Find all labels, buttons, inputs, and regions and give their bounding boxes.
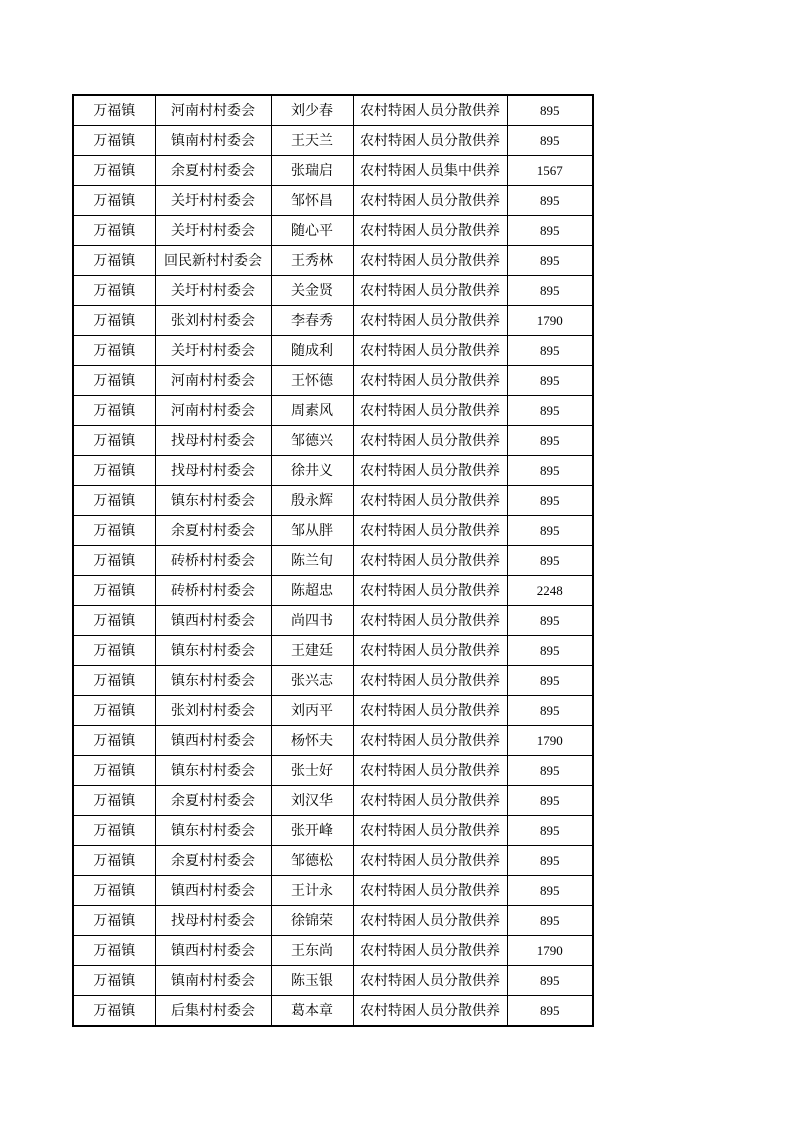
cell-village: 镇东村村委会 bbox=[155, 756, 271, 786]
cell-village: 镇西村村委会 bbox=[155, 606, 271, 636]
cell-name: 张士好 bbox=[271, 756, 353, 786]
table-row bbox=[73, 156, 593, 186]
table-row bbox=[73, 876, 593, 906]
cell-town: 万福镇 bbox=[73, 606, 155, 636]
cell-name: 随心平 bbox=[271, 216, 353, 246]
cell-town: 万福镇 bbox=[73, 95, 155, 126]
cell-amount: 895 bbox=[507, 606, 593, 636]
cell-amount: 895 bbox=[507, 516, 593, 546]
cell-amount: 895 bbox=[507, 486, 593, 516]
cell-town: 万福镇 bbox=[73, 756, 155, 786]
cell-name: 杨怀夫 bbox=[271, 726, 353, 756]
cell-town: 万福镇 bbox=[73, 786, 155, 816]
cell-village: 镇东村村委会 bbox=[155, 816, 271, 846]
cell-town: 万福镇 bbox=[73, 726, 155, 756]
table-row bbox=[73, 186, 593, 216]
cell-village: 河南村村委会 bbox=[155, 366, 271, 396]
table-row bbox=[73, 336, 593, 366]
cell-name: 尚四书 bbox=[271, 606, 353, 636]
cell-name: 张瑞启 bbox=[271, 156, 353, 186]
cell-name: 邹德松 bbox=[271, 846, 353, 876]
cell-amount: 895 bbox=[507, 246, 593, 276]
cell-town: 万福镇 bbox=[73, 396, 155, 426]
cell-village: 镇西村村委会 bbox=[155, 726, 271, 756]
table-body bbox=[73, 95, 593, 1026]
cell-town: 万福镇 bbox=[73, 366, 155, 396]
cell-name: 陈超忠 bbox=[271, 576, 353, 606]
cell-name: 殷永辉 bbox=[271, 486, 353, 516]
cell-village: 镇南村村委会 bbox=[155, 126, 271, 156]
cell-amount: 895 bbox=[507, 426, 593, 456]
cell-town: 万福镇 bbox=[73, 936, 155, 966]
table-row bbox=[73, 126, 593, 156]
cell-name: 刘少春 bbox=[271, 95, 353, 126]
cell-amount: 895 bbox=[507, 816, 593, 846]
cell-amount: 895 bbox=[507, 366, 593, 396]
cell-category: 农村特困人员分散供养 bbox=[353, 486, 507, 516]
cell-category: 农村特困人员分散供养 bbox=[353, 126, 507, 156]
table-row bbox=[73, 666, 593, 696]
cell-town: 万福镇 bbox=[73, 516, 155, 546]
cell-amount: 895 bbox=[507, 906, 593, 936]
cell-category: 农村特困人员分散供养 bbox=[353, 876, 507, 906]
table-row bbox=[73, 95, 593, 126]
cell-amount: 895 bbox=[507, 216, 593, 246]
cell-name: 随成利 bbox=[271, 336, 353, 366]
table-row bbox=[73, 696, 593, 726]
table-row bbox=[73, 486, 593, 516]
cell-name: 王怀德 bbox=[271, 366, 353, 396]
cell-category: 农村特困人员分散供养 bbox=[353, 216, 507, 246]
cell-town: 万福镇 bbox=[73, 636, 155, 666]
cell-category: 农村特困人员分散供养 bbox=[353, 816, 507, 846]
cell-village: 镇南村村委会 bbox=[155, 966, 271, 996]
cell-amount: 895 bbox=[507, 396, 593, 426]
cell-village: 关圩村村委会 bbox=[155, 216, 271, 246]
cell-name: 徐井义 bbox=[271, 456, 353, 486]
cell-village: 河南村村委会 bbox=[155, 396, 271, 426]
cell-name: 邹从胖 bbox=[271, 516, 353, 546]
table-row bbox=[73, 966, 593, 996]
cell-village: 余夏村村委会 bbox=[155, 156, 271, 186]
cell-amount: 895 bbox=[507, 186, 593, 216]
cell-amount: 895 bbox=[507, 996, 593, 1027]
cell-town: 万福镇 bbox=[73, 306, 155, 336]
cell-village: 余夏村村委会 bbox=[155, 846, 271, 876]
cell-amount: 895 bbox=[507, 966, 593, 996]
cell-town: 万福镇 bbox=[73, 336, 155, 366]
cell-amount: 895 bbox=[507, 95, 593, 126]
cell-amount: 895 bbox=[507, 456, 593, 486]
cell-category: 农村特困人员分散供养 bbox=[353, 516, 507, 546]
cell-category: 农村特困人员分散供养 bbox=[353, 306, 507, 336]
cell-village: 后集村村委会 bbox=[155, 996, 271, 1027]
cell-category: 农村特困人员分散供养 bbox=[353, 366, 507, 396]
cell-name: 李春秀 bbox=[271, 306, 353, 336]
cell-village: 找母村村委会 bbox=[155, 906, 271, 936]
cell-category: 农村特困人员分散供养 bbox=[353, 396, 507, 426]
table-row bbox=[73, 846, 593, 876]
cell-village: 镇西村村委会 bbox=[155, 936, 271, 966]
cell-amount: 895 bbox=[507, 846, 593, 876]
cell-category: 农村特困人员分散供养 bbox=[353, 786, 507, 816]
cell-amount: 1567 bbox=[507, 156, 593, 186]
cell-category: 农村特困人员分散供养 bbox=[353, 95, 507, 126]
cell-amount: 895 bbox=[507, 756, 593, 786]
cell-village: 镇东村村委会 bbox=[155, 666, 271, 696]
cell-town: 万福镇 bbox=[73, 126, 155, 156]
cell-town: 万福镇 bbox=[73, 216, 155, 246]
cell-amount: 895 bbox=[507, 546, 593, 576]
cell-name: 葛本章 bbox=[271, 996, 353, 1027]
cell-town: 万福镇 bbox=[73, 156, 155, 186]
cell-amount: 895 bbox=[507, 876, 593, 906]
cell-village: 镇东村村委会 bbox=[155, 636, 271, 666]
cell-name: 陈玉银 bbox=[271, 966, 353, 996]
table-row bbox=[73, 906, 593, 936]
cell-name: 邹德兴 bbox=[271, 426, 353, 456]
cell-category: 农村特困人员分散供养 bbox=[353, 576, 507, 606]
cell-town: 万福镇 bbox=[73, 846, 155, 876]
cell-name: 邹怀昌 bbox=[271, 186, 353, 216]
table-row bbox=[73, 366, 593, 396]
cell-town: 万福镇 bbox=[73, 696, 155, 726]
table-row bbox=[73, 756, 593, 786]
cell-town: 万福镇 bbox=[73, 426, 155, 456]
cell-category: 农村特困人员分散供养 bbox=[353, 696, 507, 726]
table-row bbox=[73, 726, 593, 756]
table-row bbox=[73, 516, 593, 546]
cell-category: 农村特困人员分散供养 bbox=[353, 996, 507, 1027]
cell-town: 万福镇 bbox=[73, 546, 155, 576]
cell-village: 关圩村村委会 bbox=[155, 276, 271, 306]
cell-town: 万福镇 bbox=[73, 966, 155, 996]
cell-town: 万福镇 bbox=[73, 456, 155, 486]
table-row bbox=[73, 816, 593, 846]
cell-village: 镇西村村委会 bbox=[155, 876, 271, 906]
cell-village: 张刘村村委会 bbox=[155, 696, 271, 726]
cell-village: 镇东村村委会 bbox=[155, 486, 271, 516]
cell-town: 万福镇 bbox=[73, 576, 155, 606]
cell-town: 万福镇 bbox=[73, 876, 155, 906]
cell-name: 王天兰 bbox=[271, 126, 353, 156]
cell-town: 万福镇 bbox=[73, 486, 155, 516]
cell-village: 砖桥村村委会 bbox=[155, 546, 271, 576]
table-row bbox=[73, 636, 593, 666]
cell-town: 万福镇 bbox=[73, 666, 155, 696]
cell-amount: 895 bbox=[507, 126, 593, 156]
table-row bbox=[73, 216, 593, 246]
cell-amount: 895 bbox=[507, 696, 593, 726]
cell-town: 万福镇 bbox=[73, 276, 155, 306]
cell-category: 农村特困人员分散供养 bbox=[353, 426, 507, 456]
cell-name: 关金贤 bbox=[271, 276, 353, 306]
cell-amount: 895 bbox=[507, 666, 593, 696]
table-row bbox=[73, 576, 593, 606]
cell-name: 徐锦荣 bbox=[271, 906, 353, 936]
table-row bbox=[73, 996, 593, 1027]
cell-category: 农村特困人员分散供养 bbox=[353, 336, 507, 366]
cell-village: 余夏村村委会 bbox=[155, 786, 271, 816]
cell-category: 农村特困人员分散供养 bbox=[353, 546, 507, 576]
cell-town: 万福镇 bbox=[73, 996, 155, 1027]
cell-category: 农村特困人员分散供养 bbox=[353, 726, 507, 756]
cell-village: 余夏村村委会 bbox=[155, 516, 271, 546]
cell-name: 张开峰 bbox=[271, 816, 353, 846]
table-row bbox=[73, 456, 593, 486]
cell-category: 农村特困人员分散供养 bbox=[353, 636, 507, 666]
table-row bbox=[73, 426, 593, 456]
cell-amount: 1790 bbox=[507, 726, 593, 756]
cell-town: 万福镇 bbox=[73, 186, 155, 216]
cell-name: 王东尚 bbox=[271, 936, 353, 966]
cell-amount: 895 bbox=[507, 786, 593, 816]
cell-category: 农村特困人员分散供养 bbox=[353, 186, 507, 216]
table-row bbox=[73, 786, 593, 816]
cell-category: 农村特困人员分散供养 bbox=[353, 756, 507, 786]
cell-name: 王计永 bbox=[271, 876, 353, 906]
table-row bbox=[73, 306, 593, 336]
cell-amount: 895 bbox=[507, 276, 593, 306]
cell-village: 张刘村村委会 bbox=[155, 306, 271, 336]
cell-amount: 895 bbox=[507, 336, 593, 366]
cell-name: 张兴志 bbox=[271, 666, 353, 696]
cell-name: 刘丙平 bbox=[271, 696, 353, 726]
cell-village: 砖桥村村委会 bbox=[155, 576, 271, 606]
cell-amount: 1790 bbox=[507, 306, 593, 336]
cell-village: 找母村村委会 bbox=[155, 456, 271, 486]
table-row bbox=[73, 936, 593, 966]
cell-village: 关圩村村委会 bbox=[155, 336, 271, 366]
table-row bbox=[73, 396, 593, 426]
cell-amount: 1790 bbox=[507, 936, 593, 966]
cell-name: 王秀林 bbox=[271, 246, 353, 276]
cell-category: 农村特困人员分散供养 bbox=[353, 456, 507, 486]
cell-category: 农村特困人员分散供养 bbox=[353, 936, 507, 966]
cell-category: 农村特困人员分散供养 bbox=[353, 906, 507, 936]
cell-category: 农村特困人员分散供养 bbox=[353, 846, 507, 876]
beneficiary-table bbox=[72, 94, 594, 1027]
cell-category: 农村特困人员分散供养 bbox=[353, 606, 507, 636]
cell-town: 万福镇 bbox=[73, 246, 155, 276]
cell-village: 找母村村委会 bbox=[155, 426, 271, 456]
table-row bbox=[73, 246, 593, 276]
cell-category: 农村特困人员分散供养 bbox=[353, 666, 507, 696]
cell-name: 陈兰旬 bbox=[271, 546, 353, 576]
cell-name: 刘汉华 bbox=[271, 786, 353, 816]
cell-category: 农村特困人员分散供养 bbox=[353, 246, 507, 276]
cell-category: 农村特困人员分散供养 bbox=[353, 966, 507, 996]
cell-name: 王建廷 bbox=[271, 636, 353, 666]
cell-village: 关圩村村委会 bbox=[155, 186, 271, 216]
cell-town: 万福镇 bbox=[73, 816, 155, 846]
table-row bbox=[73, 546, 593, 576]
cell-amount: 895 bbox=[507, 636, 593, 666]
cell-village: 河南村村委会 bbox=[155, 95, 271, 126]
cell-name: 周素风 bbox=[271, 396, 353, 426]
table-row bbox=[73, 276, 593, 306]
cell-category: 农村特困人员集中供养 bbox=[353, 156, 507, 186]
cell-category: 农村特困人员分散供养 bbox=[353, 276, 507, 306]
cell-village: 回民新村村委会 bbox=[155, 246, 271, 276]
cell-amount: 2248 bbox=[507, 576, 593, 606]
cell-town: 万福镇 bbox=[73, 906, 155, 936]
table-row bbox=[73, 606, 593, 636]
